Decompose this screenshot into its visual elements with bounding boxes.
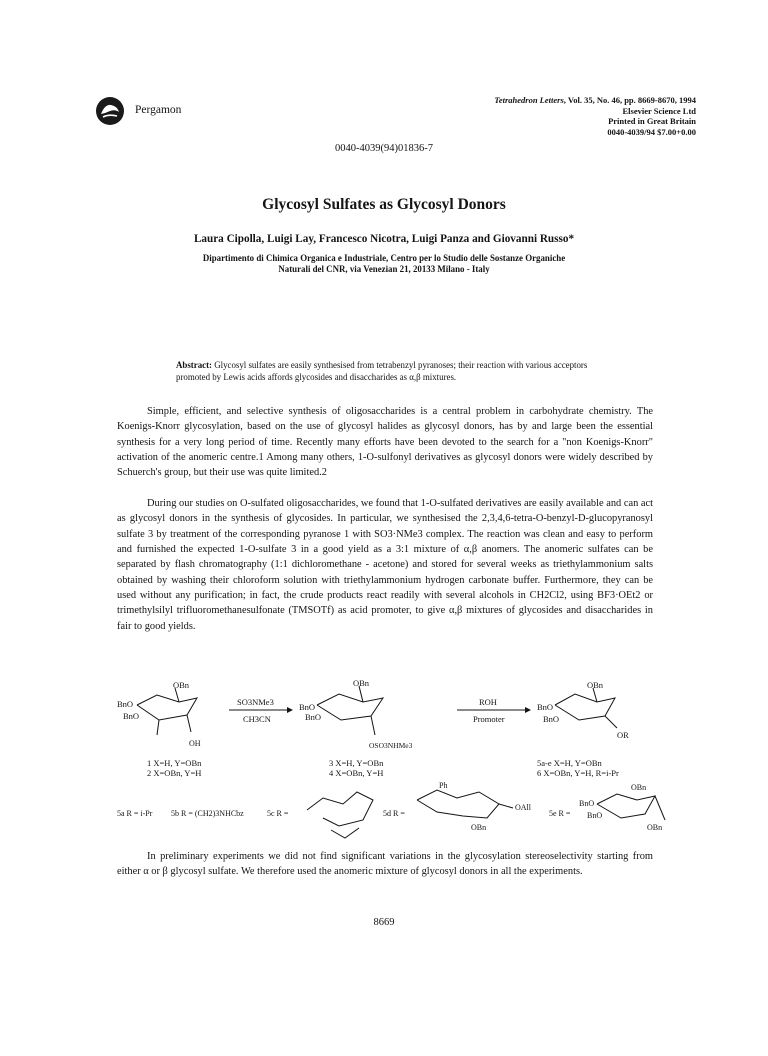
obn-label-5e-a: OBn [631, 783, 647, 792]
compound-label-4: 4 X=OBn, Y=H [329, 768, 384, 778]
bno-label-1a: BnO [117, 699, 134, 709]
obn-label-5e-b: OBn [647, 823, 663, 832]
substituent-5e: 5e R = [549, 809, 571, 818]
para2-text: During our studies on O-sulfated oligosaccharides, we found that 1-O-sulfated derivatives are easily available and can act as glycosyl donors in the synthesis of glycosides. In particular, we synthesised the 2,3,4,6-tetra-O-benzyl-D-glucopyranosyl sulfate 3 by treatment of the corresponding pyranose 1 with SO3·NMe3 complex. The reaction was clean and easy to perform and furnished the expected 1-O-sulfate 3 in a good yield as a 3:1 mixture of α,β anomers. The anomeric sulfates can be separated by flash chromatography (1:1 dichloromethane - acetone) and stored for several weeks as triethylammonium salts obtained by washing their chloroform solution with triethylammonium hydrogen carbonate buffer. Furthermore, they can be used without any purification; in fact, the crude products react readily with several alcohols in CH2Cl2, using BF3·OEt2 or trimethylsilyl trifluoromethanesulfonate (TMSOTf) as acid promoter, to give α,β mixtures of glycosides and disaccharides in fair to good yields. [117, 498, 653, 632]
arrow-head-2 [525, 707, 531, 713]
pyranose-ring-5 [555, 688, 617, 728]
body-paragraph-3 [117, 849, 653, 880]
compound-label-5: 5a-e X=H, Y=OBn [537, 758, 602, 768]
substituent-5a: 5a R = i-Pr [117, 809, 153, 818]
substituent-5c: 5c R = [267, 809, 289, 818]
publisher-line: Elsevier Science Ltd [622, 105, 696, 116]
substituent-5d: 5d R = [383, 809, 405, 818]
bno-label-5e-a: BnO [579, 799, 595, 808]
para3-text: In preliminary experiments we did not find significant variations in the glycosylation stereoselectivity starting from either α or β glycosyl sulfate. We therefore used the anomeric mixture of glycosyl donors in all the experiments. [117, 851, 653, 878]
compound-label-6: 6 X=OBn, Y=H, R=i-Pr [537, 768, 619, 778]
pyranose-ring-3 [317, 686, 383, 735]
structure-5c [307, 792, 373, 838]
pyranose-ring-1 [137, 688, 197, 735]
body-paragraph-2 [117, 496, 653, 634]
reagent-1-top: SO3NMe3 [237, 697, 274, 707]
or-label-5: OR [617, 730, 629, 740]
journal-info [494, 95, 696, 137]
bno-label-1b: BnO [123, 711, 140, 721]
author-list: Laura Cipolla, Luigi Lay, Francesco Nicotra, Luigi Panza and Giovanni Russo* [193, 233, 575, 245]
structure-5e [597, 794, 665, 820]
compound-label-1: 1 X=H, Y=OBn [147, 758, 202, 768]
pergamon-logo [95, 96, 125, 126]
issn-price: 0040-4039/94 $7.00+0.00 [607, 126, 696, 137]
journal-citation: , Vol. 35, No. 46, pp. 8669-8670, 1994 [563, 95, 696, 105]
paper-title: Glycosyl Sulfates as Glycosyl Donors [262, 196, 506, 213]
reagent-2-bottom: Promoter [473, 714, 505, 724]
reagent-1-bottom: CH3CN [243, 714, 271, 724]
abstract-text: Glycosyl sulfates are easily synthesised from tetrabenzyl pyranoses; their reaction with various acceptors promoted by Lewis acids affords glycosides and disaccharides as α,β mixtures. [176, 360, 588, 382]
compound-label-3: 3 X=H, Y=OBn [329, 758, 384, 768]
obn-label-5d: OBn [471, 823, 487, 832]
bno-label-5b: BnO [543, 714, 560, 724]
publisher-name: Pergamon [135, 104, 182, 116]
abstract-label: Abstract: [176, 360, 212, 370]
oso3-label-3: OSO3NHMe3 [369, 741, 413, 750]
affiliation-line-1: Dipartimento di Chimica Organica e Industriale, Centro per lo Studio delle Sostanze Organiche [202, 253, 566, 263]
intro-text: Simple, efficient, and selective synthesis of oligosaccharides is a central problem in carbohydrate chemistry. The Koenigs-Knorr glycosylation, based on the use of glycosyl halides as glycosyl donors, has by and large been the essential synthesis for a very long period of time. Recently many efforts have been devoted to the search for a "non Koenigs-Knorr" activation of the anomeric centre.1 Among many others, 1-O-sulfonyl derivatives as glycosyl donors were widely described by Schuerch's group, but their use was quite limited.2 [117, 406, 653, 479]
oall-label-5d: OAll [515, 803, 531, 812]
substituent-5b: 5b R = (CH2)3NHCbz [171, 809, 244, 818]
compound-label-2: 2 X=OBn, Y=H [147, 768, 202, 778]
body-paragraph-intro [117, 404, 653, 481]
affiliation-line-2: Naturali del CNR, via Venezian 21, 20133 Milano - Italy [278, 264, 490, 274]
structure-5d [417, 790, 513, 818]
affiliation [0, 253, 768, 275]
page-number: 8669 [373, 917, 395, 928]
doi-line: 0040-4039(94)01836-7 [335, 143, 433, 154]
oh-label-1: OH [189, 739, 201, 748]
arrow-head-1 [287, 707, 293, 713]
abstract [176, 360, 616, 383]
bno-label-3b: BnO [305, 712, 322, 722]
bno-label-5e-b: BnO [587, 811, 603, 820]
bno-label-5a: BnO [537, 702, 554, 712]
reagent-2-top: ROH [479, 697, 497, 707]
journal-name: Tetrahedron Letters [494, 95, 564, 105]
reaction-scheme [117, 680, 677, 840]
bno-label-3a: BnO [299, 702, 316, 712]
printed-line: Printed in Great Britain [608, 116, 696, 127]
obn-label-1: OBn [173, 680, 190, 690]
obn-label-5: OBn [587, 680, 604, 690]
ph-label-5d: Ph [439, 781, 448, 790]
obn-label-3: OBn [353, 680, 370, 688]
